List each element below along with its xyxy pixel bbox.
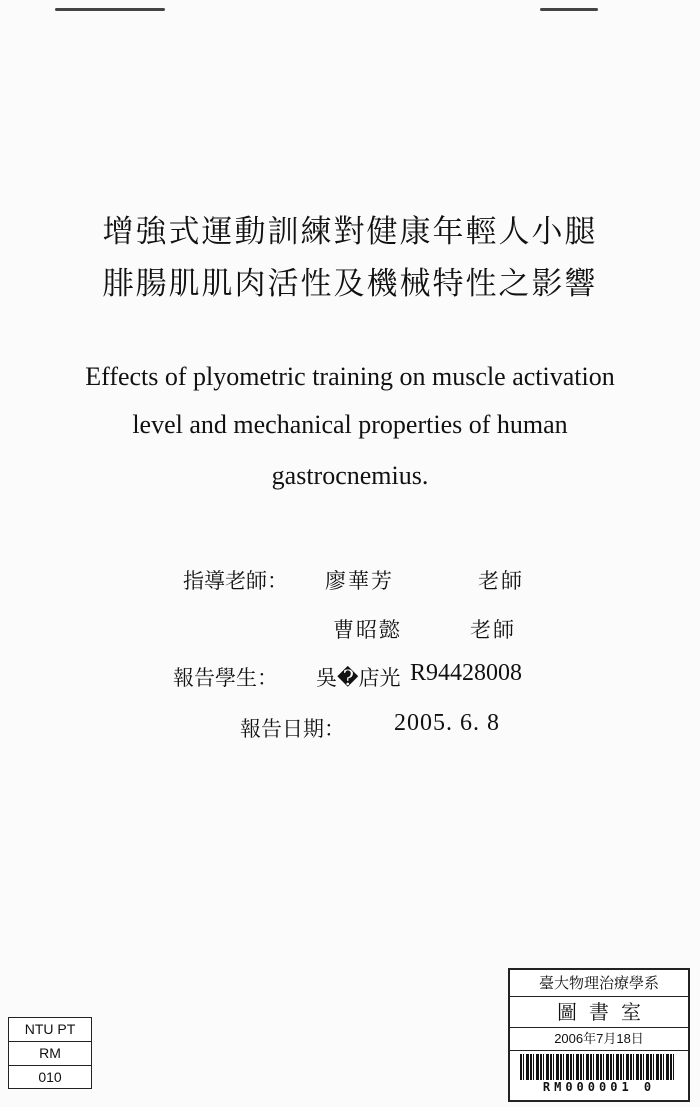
- advisor-label: 指導老師：: [183, 569, 288, 593]
- report-date-label: 報告日期：: [240, 717, 345, 741]
- student-name: 吳�店光: [316, 666, 401, 690]
- advisor-1-title: 老師: [478, 569, 524, 593]
- advisor-2-title: 老師: [470, 618, 516, 642]
- student-label: 報告學生：: [173, 666, 278, 690]
- staple-mark-right: [540, 8, 598, 11]
- advisor-1-name: 廖華芳: [325, 569, 394, 593]
- english-title-line-1: Effects of plyometric training on muscle activation: [85, 362, 615, 391]
- staple-mark-left: [55, 8, 165, 11]
- student-id: R94428008: [410, 660, 523, 686]
- english-title-line-3: gastrocnemius.: [271, 461, 429, 490]
- shelf-label-line-1: NTU PT: [9, 1018, 91, 1042]
- stamp-room: 圖書室: [510, 997, 688, 1028]
- shelf-label-line-3: 010: [38, 1069, 62, 1085]
- report-date-value: 2005. 6. 8: [394, 710, 500, 736]
- stamp-department: 臺大物理治療學系: [510, 970, 688, 997]
- shelf-label-line-2: RM: [9, 1042, 91, 1066]
- chinese-title-line-1: 增強式運動訓練對健康年輕人小腿: [102, 214, 598, 250]
- library-stamp: [508, 968, 690, 1102]
- advisor-2-name: 曹昭懿: [333, 618, 402, 642]
- barcode-text: RM000001 0: [542, 1080, 656, 1094]
- stamp-date: 2006年7月18日: [510, 1028, 688, 1051]
- shelf-label: [8, 1017, 92, 1089]
- chinese-title-line-2: 腓腸肌肌肉活性及機械特性之影響: [102, 266, 598, 302]
- barcode: [520, 1054, 676, 1080]
- english-title-line-2: level and mechanical properties of human: [132, 410, 568, 439]
